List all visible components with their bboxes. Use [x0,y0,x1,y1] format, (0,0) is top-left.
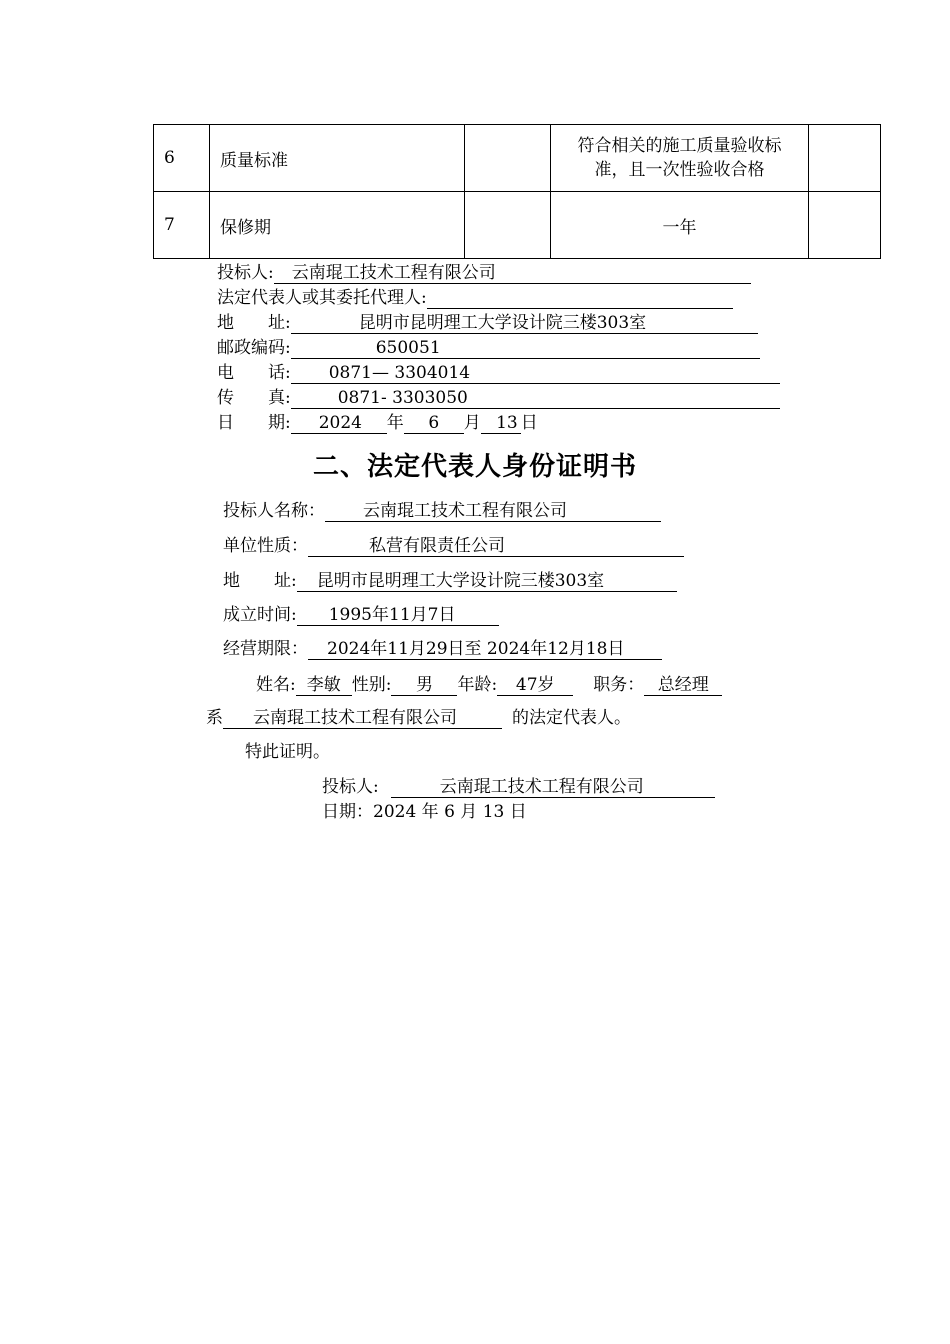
fax-line [217,387,780,409]
date-label: 日 期: [217,413,291,433]
bidder-value: 云南琨工技术工程有限公司 [274,263,751,284]
cert-founded-label: 成立时间: [223,605,297,625]
phone-label: 电 话: [217,363,291,383]
rep-line [217,287,733,309]
date-year: 2024 [291,413,387,434]
row-empty-cell [809,192,881,259]
cert-rep-suffix: 的法定代表人。 [512,708,631,728]
phone-value: 0871— 3304014 [291,363,780,384]
date-month: 6 [404,413,464,434]
row-number: 7 [154,192,210,259]
cert-term-value: 2024年11月29日至 2024年12月18日 [308,639,662,660]
row-empty-cell [809,125,881,192]
cert-term-label: 经营期限： [223,639,308,659]
cert-sign-date: 日期：2024 年 6 月 13 日 [322,802,527,822]
cert-term-line [223,638,662,660]
row-empty-cell [465,125,551,192]
cert-person-line [256,674,722,696]
postcode-label: 邮政编码: [217,338,291,358]
date-line [217,412,538,434]
month-char: 月 [463,413,481,433]
cert-special: 特此证明。 [245,742,330,762]
cert-position-label: 职务： [593,675,645,695]
cert-name-value: 李敏 [296,675,352,696]
bidder-line [217,262,751,284]
row-value: 符合相关的施工质量验收标准，且一次性验收合格 [551,125,809,192]
cert-of-value: 云南琨工技术工程有限公司 [223,708,502,729]
fax-label: 传 真: [217,388,291,408]
date-day: 13 [481,413,521,434]
row-item: 质量标准 [210,125,465,192]
row-empty-cell [465,192,551,259]
cert-sign-line [322,776,715,798]
year-char: 年 [386,413,404,433]
row-number: 6 [154,125,210,192]
cert-address-value: 昆明市昆明理工大学设计院三楼303室 [297,571,677,592]
quality-table [153,124,881,259]
cert-sign-value: 云南琨工技术工程有限公司 [391,777,715,798]
cert-bidder-label: 投标人名称： [223,501,325,521]
cert-age-label: 年龄: [457,675,498,695]
section-title: 二、法定代表人身份证明书 [312,452,637,482]
cert-position-value: 总经理 [644,675,722,696]
cert-nature-value: 私营有限责任公司 [308,536,684,557]
cert-sign-label: 投标人: [322,777,379,797]
rep-label: 法定代表人或其委托代理人: [217,288,427,308]
address-value: 昆明市昆明理工大学设计院三楼303室 [291,313,758,334]
postcode-line [217,337,760,359]
cert-gender-label: 性别: [351,675,392,695]
cert-nature-label: 单位性质： [223,536,308,556]
address-label: 地 址: [217,313,291,333]
fax-value: 0871- 3303050 [291,388,780,409]
cert-name-label: 姓名: [256,675,296,695]
row-item: 保修期 [210,192,465,259]
phone-line [217,362,780,384]
cert-founded-value: 1995年11月7日 [297,605,499,626]
cert-address-line [223,570,677,592]
cert-bidder-value: 云南琨工技术工程有限公司 [325,501,661,522]
day-char: 日 [520,413,538,433]
postcode-value: 650051 [291,338,760,359]
address-line [217,312,758,334]
cert-address-label: 地 址: [223,571,297,591]
cert-of-label: 系 [206,708,223,728]
row-value: 一年 [551,192,809,259]
cert-bidder-line [223,500,661,522]
bidder-label: 投标人: [217,263,274,283]
cert-founded-line [223,604,499,626]
cert-of-line [206,707,631,729]
cert-age-value: 47岁 [497,675,573,696]
cert-nature-line [223,535,684,557]
rep-value [427,288,733,309]
cert-gender-value: 男 [391,675,457,696]
